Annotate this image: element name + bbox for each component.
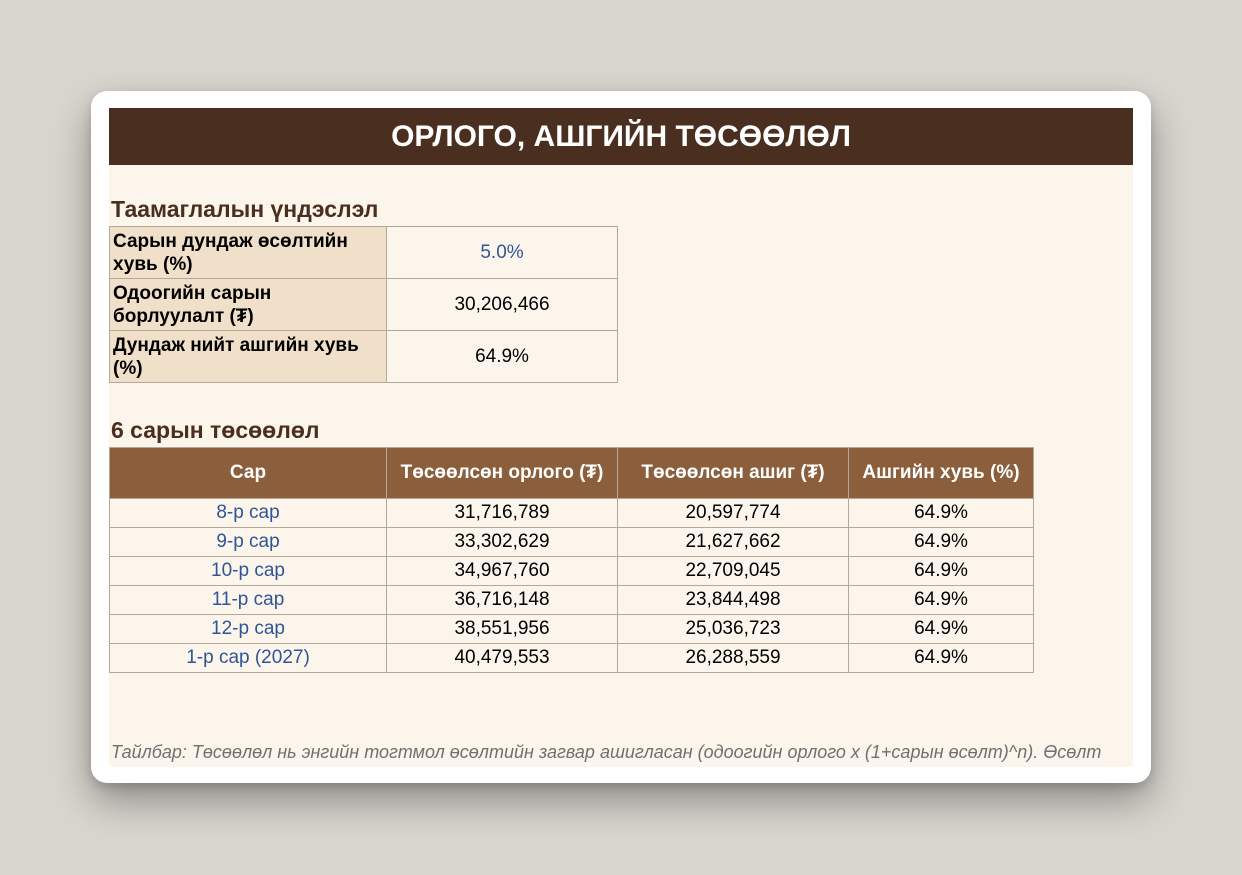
cell-margin[interactable]: 64.9% (849, 615, 1034, 644)
cell-revenue[interactable]: 40,479,553 (387, 644, 618, 673)
assumption-value[interactable]: 5.0% (387, 227, 618, 279)
cell-margin[interactable]: 64.9% (849, 557, 1034, 586)
cell-revenue[interactable]: 38,551,956 (387, 615, 618, 644)
cell-profit[interactable]: 22,709,045 (618, 557, 849, 586)
document-card (91, 91, 1151, 783)
projection-heading: 6 сарын төсөөлөл (111, 417, 320, 443)
cell-profit[interactable]: 20,597,774 (618, 499, 849, 528)
assumption-row (110, 227, 618, 279)
table-row (110, 499, 1034, 528)
table-row (110, 586, 1034, 615)
cell-profit[interactable]: 21,627,662 (618, 528, 849, 557)
column-header-profit: Төсөөлсөн ашиг (₮) (618, 448, 849, 499)
assumption-label: Одоогийн сарын борлуулалт (₮) (110, 279, 387, 331)
column-header-revenue: Төсөөлсөн орлого (₮) (387, 448, 618, 499)
cell-month[interactable]: 9-р сар (110, 528, 387, 557)
spreadsheet-sheet (109, 108, 1133, 767)
assumption-label: Дундаж нийт ашгийн хувь (%) (110, 331, 387, 383)
assumption-value[interactable]: 64.9% (387, 331, 618, 383)
footnote: Тайлбар: Төсөөлөл нь энгийн тогтмол өсөлтийн загвар ашигласан (одоогийн орлого x (1+сарын өсөлт)^n). Өсөлт (111, 742, 1102, 762)
assumption-row (110, 279, 618, 331)
cell-revenue[interactable]: 33,302,629 (387, 528, 618, 557)
cell-month[interactable]: 8-р сар (110, 499, 387, 528)
cell-profit[interactable]: 23,844,498 (618, 586, 849, 615)
cell-margin[interactable]: 64.9% (849, 499, 1034, 528)
cell-month[interactable]: 11-р сар (110, 586, 387, 615)
cell-month[interactable]: 12-р сар (110, 615, 387, 644)
projection-table (109, 447, 1034, 673)
cell-margin[interactable]: 64.9% (849, 644, 1034, 673)
column-header-margin: Ашгийн хувь (%) (849, 448, 1034, 499)
cell-profit[interactable]: 26,288,559 (618, 644, 849, 673)
column-header-month: Сар (110, 448, 387, 499)
assumption-row (110, 331, 618, 383)
cell-revenue[interactable]: 34,967,760 (387, 557, 618, 586)
cell-profit[interactable]: 25,036,723 (618, 615, 849, 644)
table-row (110, 615, 1034, 644)
cell-month[interactable]: 1-р сар (2027) (110, 644, 387, 673)
cell-month[interactable]: 10-р сар (110, 557, 387, 586)
assumption-label: Сарын дундаж өсөлтийн хувь (%) (110, 227, 387, 279)
table-row (110, 557, 1034, 586)
page-title: ОРЛОГО, АШГИЙН ТӨСӨӨЛӨЛ (109, 108, 1133, 165)
cell-margin[interactable]: 64.9% (849, 586, 1034, 615)
cell-margin[interactable]: 64.9% (849, 528, 1034, 557)
cell-revenue[interactable]: 36,716,148 (387, 586, 618, 615)
cell-revenue[interactable]: 31,716,789 (387, 499, 618, 528)
assumptions-heading: Таамаглалын үндэслэл (111, 196, 379, 222)
assumptions-table (109, 226, 618, 383)
table-header-row (110, 448, 1034, 499)
table-row (110, 644, 1034, 673)
table-row (110, 528, 1034, 557)
assumption-value[interactable]: 30,206,466 (387, 279, 618, 331)
